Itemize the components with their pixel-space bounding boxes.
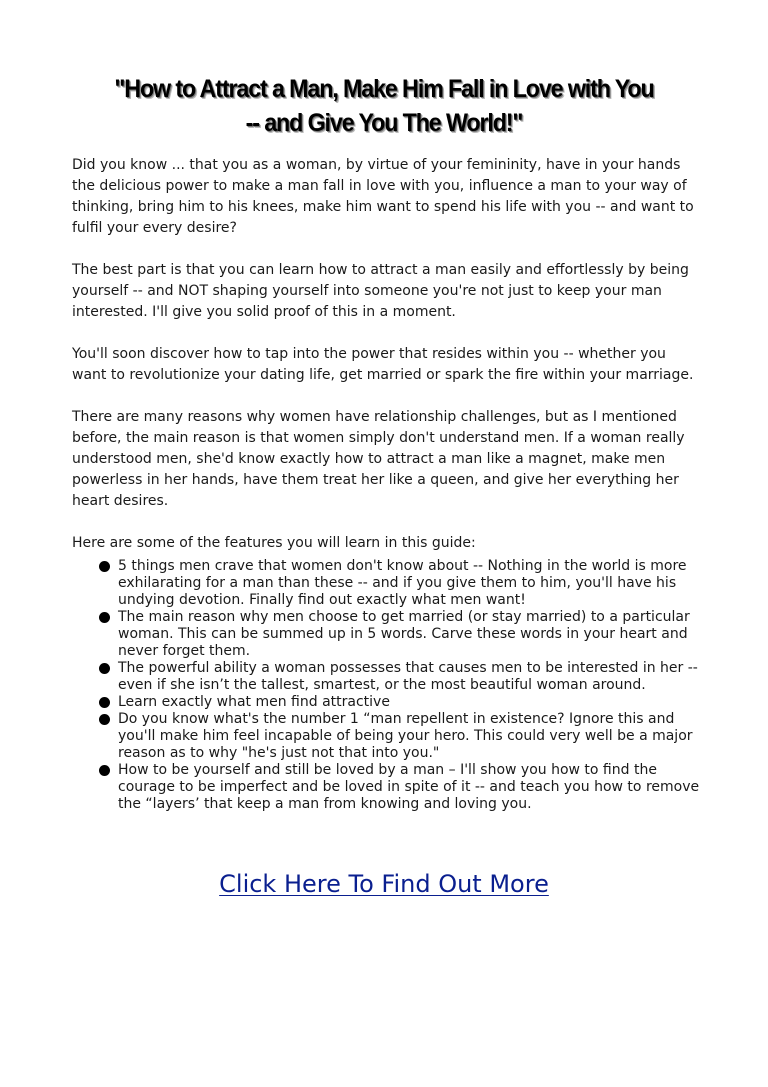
bullet-icon <box>99 663 110 674</box>
page-title <box>83 72 686 140</box>
bullet-icon <box>99 697 110 708</box>
features-intro: Here are some of the features you will learn in this guide: <box>72 535 476 551</box>
article-body <box>72 155 704 813</box>
bullet-icon <box>99 714 110 725</box>
list-item <box>72 558 704 609</box>
feature-text: How to be yourself and still be loved by a man – I'll show you how to find the courage to be imperfect and be loved in spite of it -- and teach you how to remove the “layers’ that keep a man from knowing and loving you. <box>118 762 700 812</box>
list-item <box>72 660 704 694</box>
bullet-icon <box>99 765 110 776</box>
bullet-icon <box>99 561 110 572</box>
paragraph: You'll soon discover how to tap into the power that resides within you -- whether you want to revolutionize your dating life, get married or spark the fire within your marriage. <box>72 346 694 383</box>
feature-text: Do you know what's the number 1 “man repellent in existence? Ignore this and you'll make him feel incapable of being your hero. This could very well be a major reason as to why "he's just not that into you." <box>118 711 693 761</box>
feature-text: 5 things men crave that women don't know about -- Nothing in the world is more exhilarating for a man than these -- and if you give them to him, you'll have his undying devotion. Finally find out exactly what men want! <box>118 558 687 608</box>
feature-text: Learn exactly what men find attractive <box>118 694 390 710</box>
list-item <box>72 694 704 711</box>
find-out-more-link[interactable]: Click Here To Find Out More <box>219 870 549 898</box>
feature-text: The main reason why men choose to get married (or stay married) to a particular woman. This can be summed up in 5 words. Carve these words in your heart and never forget them. <box>118 609 690 659</box>
paragraph: The best part is that you can learn how to attract a man easily and effortlessly by being yourself -- and NOT shaping yourself into someone you're not just to keep your man interested. I'll give you solid proof of this in a moment. <box>72 262 689 320</box>
title-line-2: -- and Give You The World!" <box>245 109 523 137</box>
title-line-1: "How to Attract a Man, Make Him Fall in Love with You <box>114 75 654 103</box>
list-item <box>72 609 704 660</box>
list-item <box>72 711 704 762</box>
list-item <box>72 762 704 813</box>
paragraph: There are many reasons why women have relationship challenges, but as I mentioned before, the main reason is that women simply don't understand men. If a woman really understood men, she'd know exactly how to attract a man like a magnet, make men powerless in her hands, have them treat her like a queen, and give her everything her heart desires. <box>72 409 685 509</box>
bullet-icon <box>99 612 110 623</box>
cta-container <box>0 869 768 899</box>
feature-text: The powerful ability a woman possesses that causes men to be interested in her -- even if she isn’t the tallest, smartest, or the most beautiful woman around. <box>118 660 698 693</box>
paragraph: Did you know ... that you as a woman, by virtue of your femininity, have in your hands the delicious power to make a man fall in love with you, influence a man to your way of thinking, bring him to his knees, make him want to spend his life with you -- and want to fulfil your every desire? <box>72 157 694 236</box>
features-list <box>72 558 704 813</box>
